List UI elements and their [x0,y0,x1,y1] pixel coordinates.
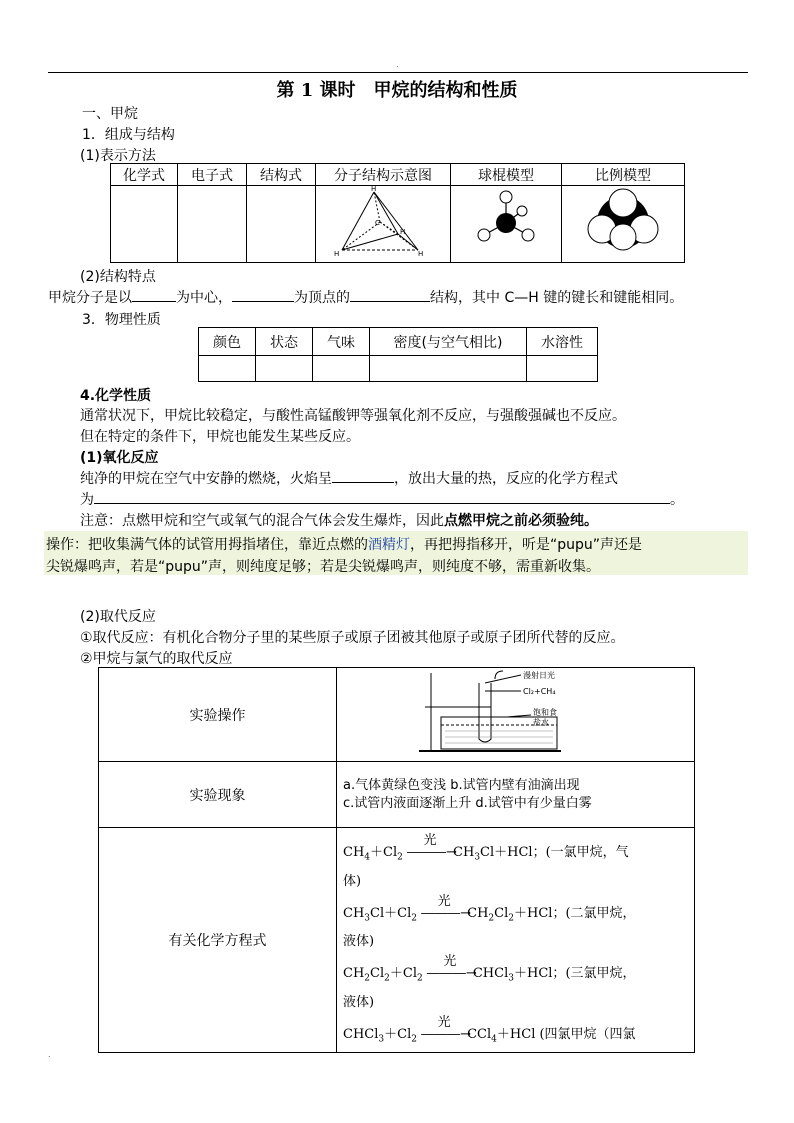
ball-stick-cell [451,186,562,263]
blank-cell [111,186,178,263]
tetrahedron-diagram [328,186,438,258]
text-bold: 点燃甲烷之前必须验纯。 [444,513,598,529]
blank-cell [370,356,527,382]
blank-cell [313,356,370,382]
text: ，放出大量的热，反应的化学方程式 [394,471,618,487]
label-brine2: 盐水 [532,717,549,727]
row-label: 实验操作 [99,668,337,762]
eq-note: (四氯甲烷（四氯 [539,1026,636,1042]
light-label: 光 [423,833,437,848]
header-cell: 结构式 [247,164,316,186]
equation-3: $CH_2Cl_2+Cl_2$ ―――→ 光 CHCl$_3$＋HCl；(三氯甲烷， [343,961,694,992]
header-cell: 比例模型 [562,164,685,186]
text: 为顶点的 [294,290,350,306]
substitution-table [98,667,695,1053]
fill-blank[interactable] [132,287,176,302]
substitution-label [80,606,156,626]
representation-table [110,163,685,263]
fill-blank[interactable] [350,287,430,302]
equation-1-cont: 体) [343,873,362,889]
light-label: 光 [437,893,451,909]
subheading-composition: 1．组成与结构 [82,127,175,143]
eq-note: (三氯甲烷， [565,966,636,982]
equation-2: $CH_3Cl+Cl_2$ ―――→ 光 $CH_2Cl_2+HCl$；(二氯甲烷， [343,901,694,932]
space-fill-cell [562,186,685,263]
svg-text:C: C [375,219,380,227]
operation-line1 [46,534,642,554]
text: 操作：把收集满气体的试管用拇指堵住，靠近点燃的 [46,537,368,553]
section-heading: 一、甲烷 [82,106,138,122]
footer-dot: . [48,1050,51,1059]
text: 。 [670,492,684,508]
blank-cell [256,356,313,382]
text: 为中心， [176,290,232,306]
header-cell: 水溶性 [527,328,598,356]
text: (2)取代反应 [80,609,156,625]
note-line [80,510,598,530]
oxidation-line1 [80,468,618,488]
fill-blank[interactable] [94,489,670,504]
blank-cell [178,186,247,263]
observation-line: c.试管内液面逐渐上升 d.试管中有少量白雾 [343,795,592,811]
header-cell: 气味 [313,328,370,356]
row-label: 有关化学方程式 [99,828,337,1053]
oxidation-line2 [80,489,684,509]
ball-stick-model [466,187,546,257]
text: 纯净的甲烷在空气中安静的燃烧，火焰呈 [80,471,332,487]
top-dot: . [396,60,399,69]
label-gas: Cl₂+CH₄ [522,686,556,696]
equation-4: $CHCl_3+Cl_2$ ―――→ 光 CCl$_4$＋HCl (四氯甲烷（四氯 [343,1022,694,1053]
equation-2-cont: 液体) [343,934,375,950]
fill-blank[interactable] [332,468,394,483]
text: 结构，其中 C—H 键的键长和键能相同。 [430,290,684,306]
header-cell: 状态 [256,328,313,356]
blank-cell [199,356,256,382]
apparatus-cell [337,668,695,762]
physical-table [198,327,598,382]
subheading-representation: (1)表示方法 [80,148,156,164]
text: 甲烷分子是以 [48,290,132,306]
eq-note: (一氯甲烷，气 [545,845,629,860]
chemical-heading: 4.化学性质 [80,388,152,404]
structure-line [48,287,683,307]
operation-line2: 尖锐爆鸣声，若是“pupu”声，则纯度足够；若是尖锐爆鸣声，则纯度不够，需重新收集。 [46,559,601,575]
equations-cell [337,828,695,1053]
svg-text:H: H [400,228,406,236]
alcohol-lamp-link[interactable]: 酒精灯 [368,537,410,553]
space-filling-model [578,187,668,257]
label-brine1: 饱和食 [532,707,557,717]
light-label: 光 [443,954,457,970]
header-cell: 分子结构示意图 [316,164,451,186]
page-title: 第 1 课时 甲烷的结构和性质 [276,80,518,101]
observation-cell [337,762,695,828]
text: 为 [80,492,94,508]
text: ，再把拇指移开，听是“pupu”声还是 [410,537,643,553]
header-cell: 电子式 [178,164,247,186]
observation-line: a.气体黄绿色变浅 b.试管内壁有油滴出现 [343,777,580,793]
header-cell: 密度(与空气相比) [370,328,527,356]
equation-1: $CH_4+Cl_2$ ―――→ 光 $CH_3Cl+HCl$；(一氯甲烷，气 [343,840,694,871]
chemical-line2: 但在特定的条件下，甲烷也能发生某些反应。 [80,429,360,445]
chemical-line1: 通常状况下，甲烷比较稳定，与酸性高锰酸钾等强氧化剂不反应，与强酸强碱也不反应。 [80,408,626,424]
structure-label: (2)结构特点 [80,269,156,285]
header-rule [48,72,748,73]
blank-cell [527,356,598,382]
header-cell: 颜色 [199,328,256,356]
tetrahedron-cell [316,186,451,263]
svg-text:H: H [371,186,377,193]
physical-heading: 3．物理性质 [82,312,161,328]
header-cell: 球棍模型 [451,164,562,186]
eq-note: (二氯甲烷， [565,905,636,921]
row-label: 实验现象 [99,762,337,828]
apparatus-diagram [411,669,621,757]
svg-text:H: H [334,250,340,258]
text: 注意：点燃甲烷和空气或氧气的混合气体会发生爆炸，因此 [80,513,444,529]
oxidation-label: (1)氧化反应 [80,450,159,466]
blank-cell [247,186,316,263]
light-label: 光 [437,1014,451,1030]
svg-text:H: H [418,250,424,258]
equation-3-cont: 液体) [343,994,375,1010]
label-light: 漫射日光 [522,670,555,680]
substitution-definition: ①取代反应：有机化合物分子里的某些原子或原子团被其他原子或原子团所代替的反应。 [80,630,625,646]
substitution-title: ②甲烷与氯气的取代反应 [80,651,233,667]
header-cell: 化学式 [111,164,178,186]
fill-blank[interactable] [232,287,294,302]
